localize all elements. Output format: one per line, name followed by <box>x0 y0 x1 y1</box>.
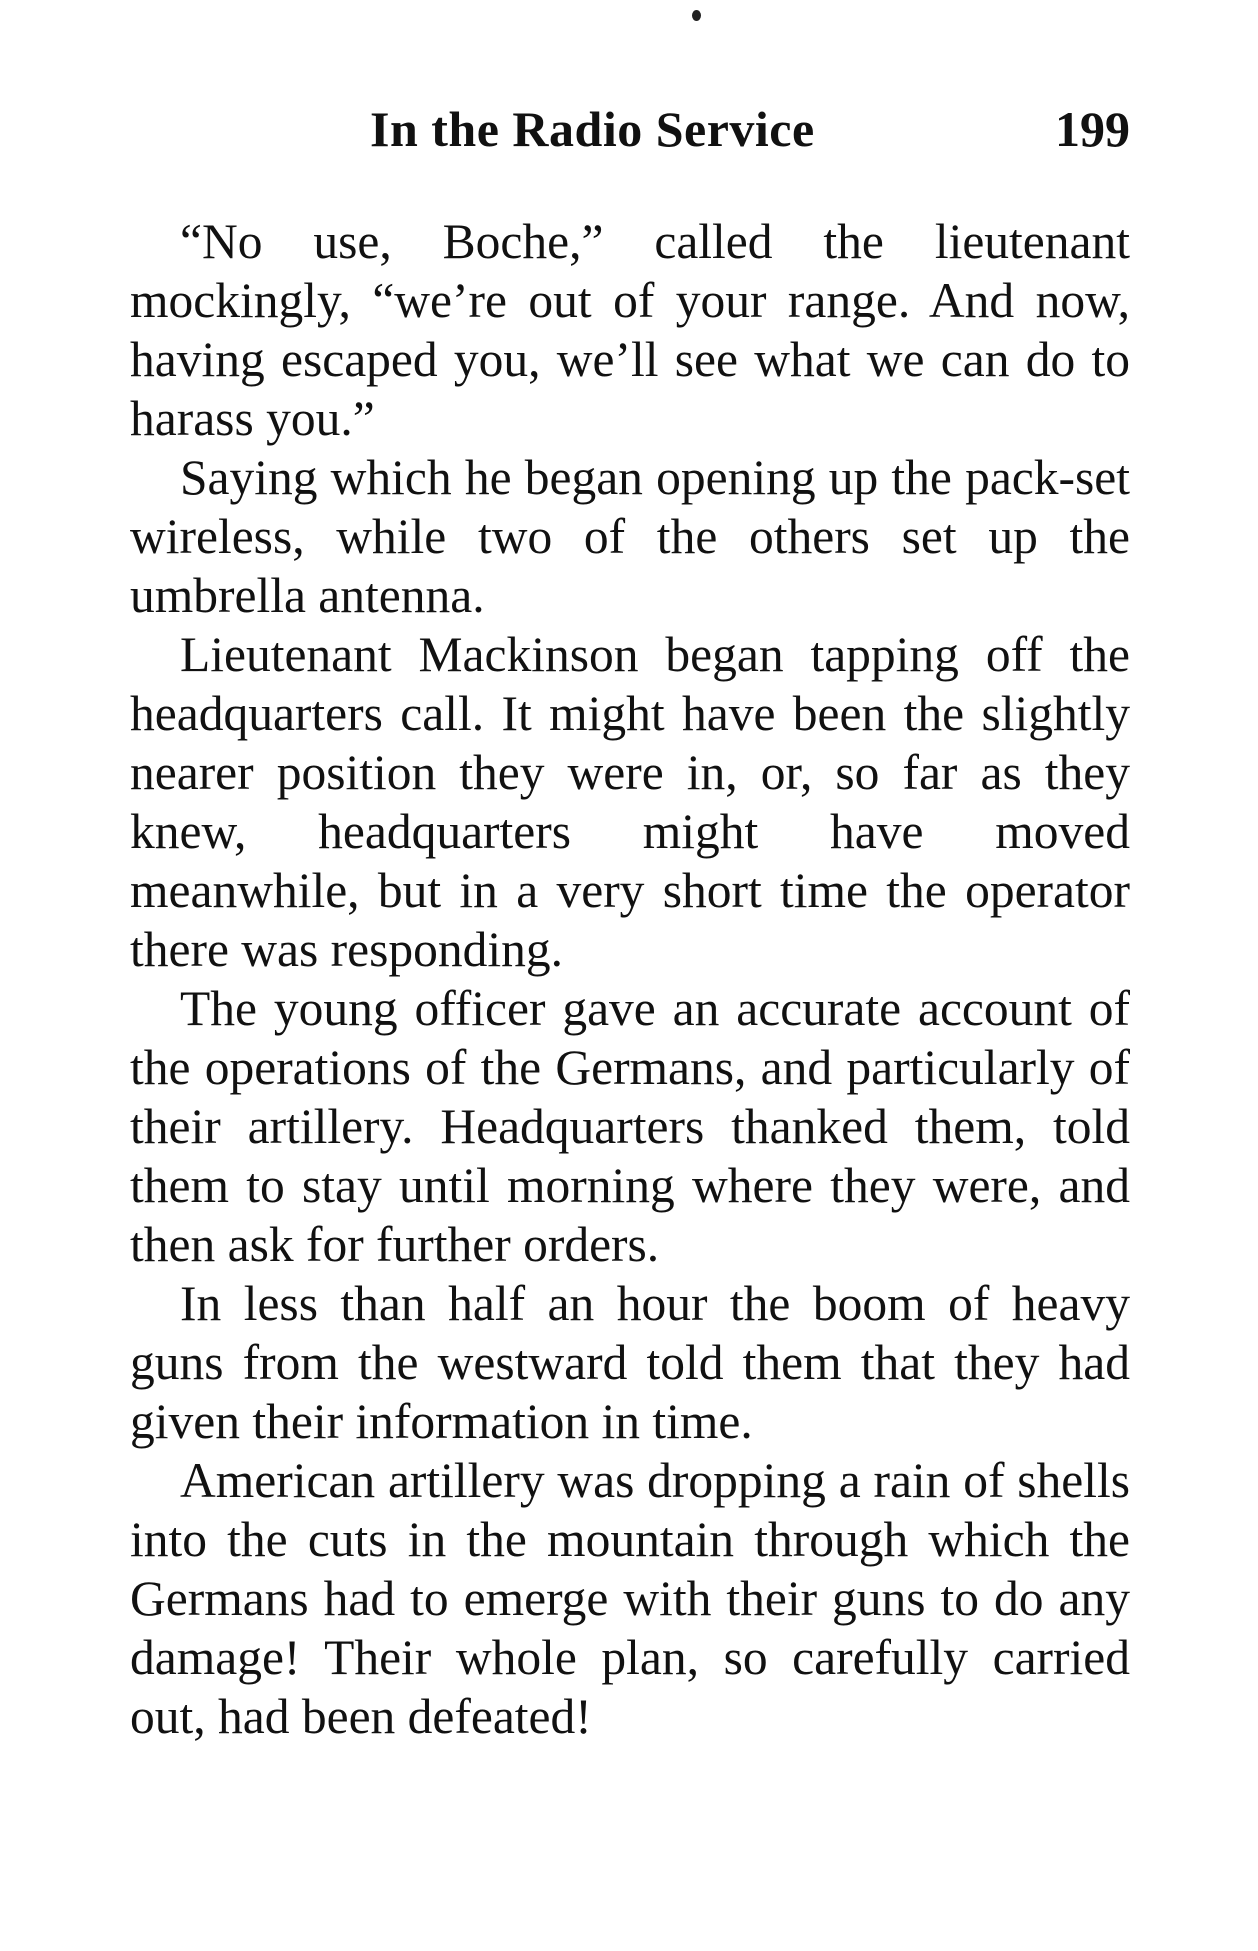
paragraph-5: In less than half an hour the boom of heavy guns from the westward told them that they had given their information in time. <box>130 1276 1130 1449</box>
running-head <box>130 100 1130 170</box>
running-head-title: In the Radio Service <box>370 101 815 157</box>
page-number: 199 <box>1055 101 1130 157</box>
ink-speck <box>692 10 701 21</box>
paragraph-3: Lieutenant Mackinson began tapping off the headquarters call. It might have been the slightly nearer position they were in, or, so far as they knew, headquarters might have moved meanwhile, but in a very short time the operator there was responding. <box>130 627 1130 977</box>
paragraph-4: The young officer gave an accurate account of the operations of the Germans, and particularly of their artillery. Headquarters thanked them, told them to stay until morning where they were, and then ask for further orders. <box>130 981 1130 1272</box>
paragraph-1: “No use, Boche,” called the lieutenant mockingly, “we’re out of your range. And now, having escaped you, we’ll see what we can do to harass you.” <box>130 214 1130 446</box>
paragraph-6: American artillery was dropping a rain of shells into the cuts in the mountain through which the Germans had to emerge with their guns to do any damage! Their whole plan, so carefully carried out, had been defeated! <box>130 1453 1130 1744</box>
body-text <box>130 212 1130 1746</box>
paragraph-2: Saying which he began opening up the pack-set wireless, while two of the others set up the umbrella antenna. <box>130 450 1130 623</box>
